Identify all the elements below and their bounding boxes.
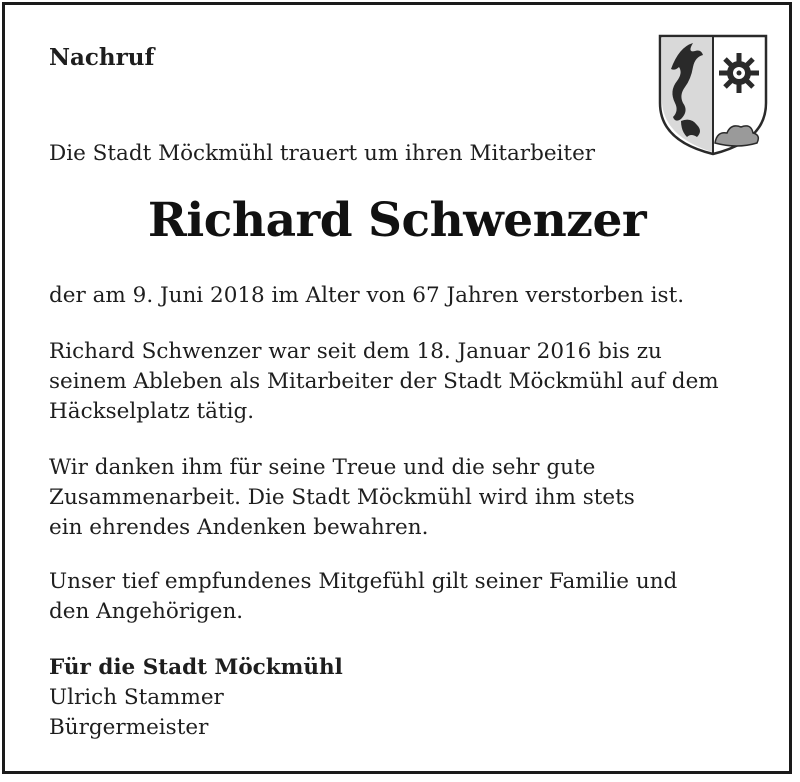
coat-of-arms-icon [657, 33, 769, 157]
signature-name: Ulrich Stammer [49, 685, 224, 710]
paragraph-employment: Richard Schwenzer war seit dem 18. Januar 2016 bis zu seinem Ableben als Mitarbeiter der Stadt Möckmühl auf dem Häckselplatz tätig. [49, 339, 719, 424]
intro-text: Die Stadt Möckmühl trauert um ihren Mitarbeiter [49, 141, 596, 166]
obituary-frame [2, 2, 792, 774]
paragraph-thanks: Wir danken ihm für seine Treue und die sehr gute Zusammenarbeit. Die Stadt Möckmühl wird ihm stets ein ehrendes Andenken bewahren. [49, 455, 635, 540]
signature-title: Bürgermeister [49, 715, 209, 740]
deceased-name: Richard Schwenzer [147, 193, 647, 248]
paragraph-condolence: Unser tief empfundenes Mitgefühl gilt seiner Familie und den Angehörigen. [49, 569, 678, 624]
death-line: der am 9. Juni 2018 im Alter von 67 Jahren verstorben ist. [49, 283, 685, 308]
signature-organization: Für die Stadt Möckmühl [49, 655, 343, 680]
heading: Nachruf [49, 44, 155, 71]
